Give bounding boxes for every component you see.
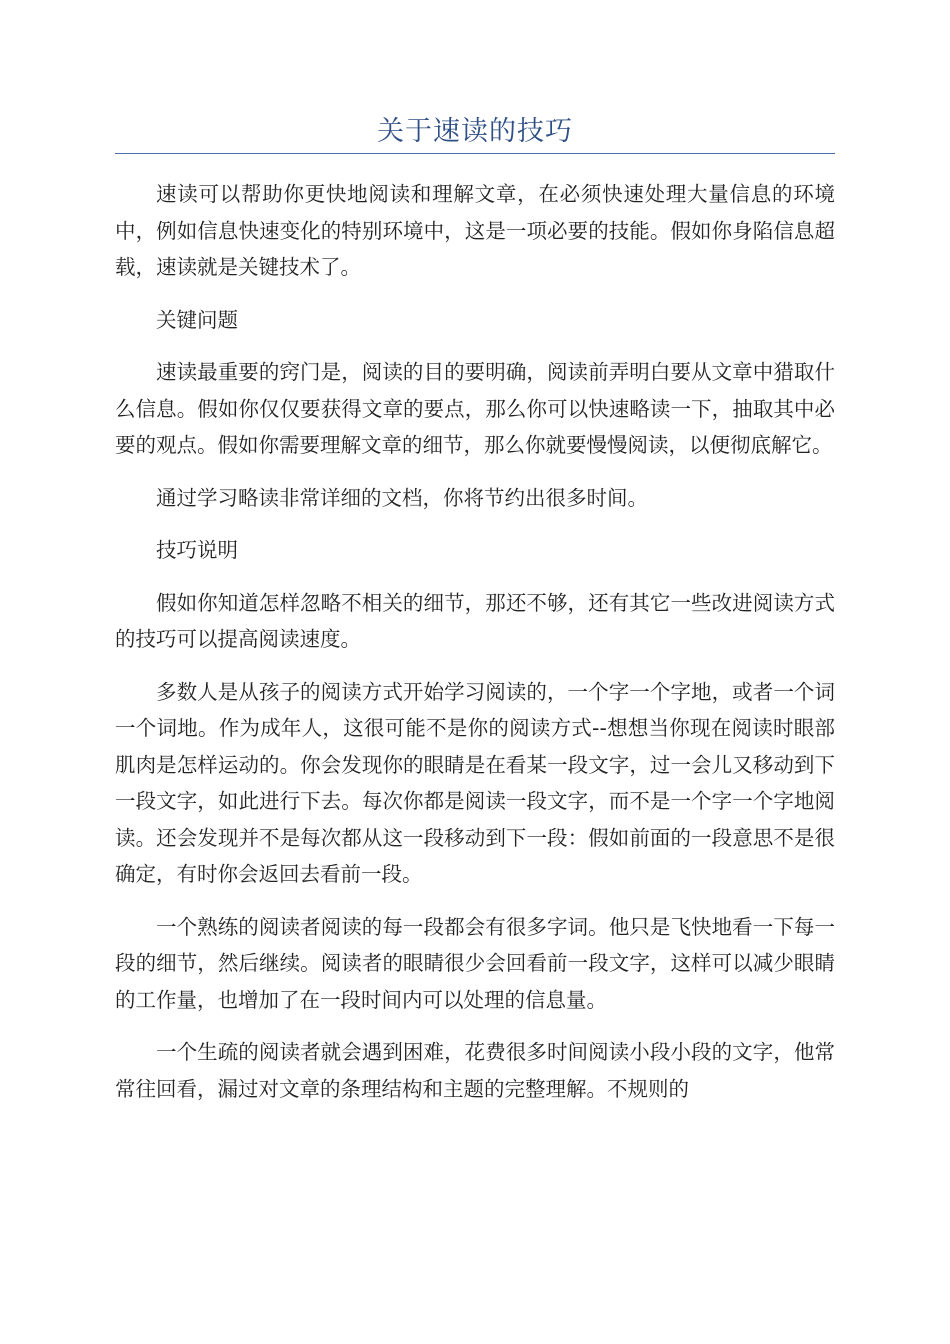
document-body bbox=[115, 176, 835, 1123]
paragraph-unskilled-reader: 一个生疏的阅读者就会遇到困难，花费很多时间阅读小段小段的文字，他常常往回看，漏过对文章的条理结构和主题的完整理解。不规则的 bbox=[115, 1040, 835, 1101]
paragraph-purpose: 速读最重要的窍门是，阅读的目的要明确，阅读前弄明白要从文章中猎取什么信息。假如你仅仅要获得文章的要点，那么你可以快速略读一下，抽取其中必要的观点。假如你需要理解文章的细节，那么你就要慢慢阅读，以便彻底解它。 bbox=[115, 360, 835, 457]
section-heading-key-issues: 关键问题 bbox=[156, 307, 238, 332]
document-title: 关于速读的技巧 bbox=[377, 116, 573, 147]
section-heading-technique: 技巧说明 bbox=[156, 538, 238, 562]
paragraph-skilled-reader: 一个熟练的阅读者阅读的每一段都会有很多字词。他只是飞快地看一下每一段的细节，然后继续。阅读者的眼睛很少会回看前一段文字，这样可以减少眼睛的工作量，也增加了在一段时间内可以处理的信息量。 bbox=[115, 914, 835, 1012]
paragraph-skim-benefit: 通过学习略读非常详细的文档，你将节约出很多时间。 bbox=[156, 485, 648, 510]
paragraph-intro: 速读可以帮助你更快地阅读和理解文章，在必须快速处理大量信息的环境中，例如信息快速变化的特别环境中，这是一项必要的技能。假如你身陷信息超载，速读就是关键技术了。 bbox=[115, 182, 835, 279]
paragraph-eye-movement: 多数人是从孩子的阅读方式开始学习阅读的，一个字一个字地，或者一个词一个词地。作为成年人，这很可能不是你的阅读方式--想想当你现在阅读时眼部肌肉是怎样运动的。你会发现你的眼睛是在看某一段文字，过一会儿又移动到下一段文字，如此进行下去。每次你都是阅读一段文字，而不是一个字一个字地阅读。还会发现并不是每次都从这一段移动到下一段：假如前面的一段意思不是很确定，有时你会返回去看前一段。 bbox=[115, 679, 835, 886]
paragraph-technique-intro: 假如你知道怎样忽略不相关的细节，那还不够，还有其它一些改进阅读方式的技巧可以提高阅读速度。 bbox=[115, 590, 835, 651]
title-underline bbox=[115, 153, 835, 154]
